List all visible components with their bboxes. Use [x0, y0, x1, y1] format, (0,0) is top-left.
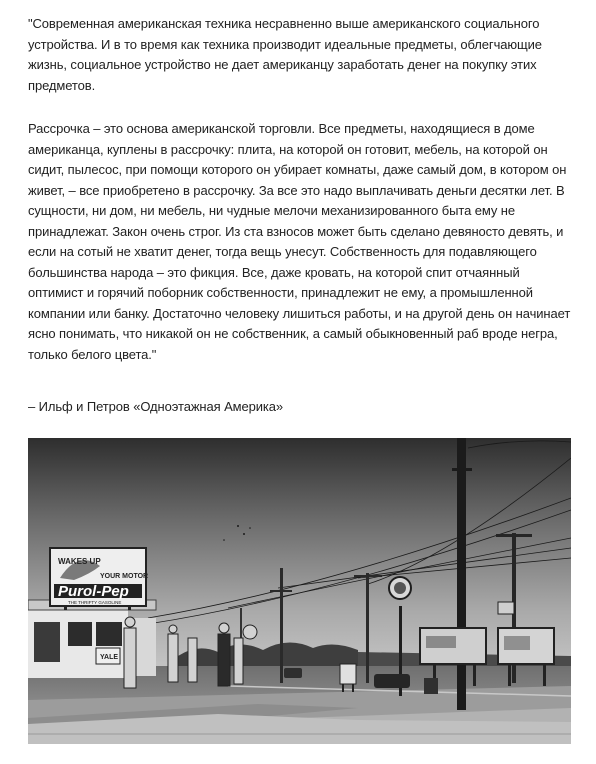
billboard-brand-text: Purol-Pep: [58, 583, 129, 600]
photo-image: [28, 438, 571, 744]
quote-intro-paragraph: "Современная американская техника несравненно выше американского социального устройства. И в то время как техника производит идеальные предметы, облегчающие жизнь, социальное устройство не дает американцу заработать денег на покупку этих предметов.: [28, 16, 542, 93]
quote-body-paragraph: Рассрочка – это основа американской торговли. Все предметы, находящиеся в доме американца, куплены в рассрочку: плита, на которой он готовит, мебель, на которой он сидит, пылесос, при помощи которого он убирает комнаты, даже самый дом, в котором он живет, – все приобретено в рассрочку. За все это надо выплачивать деньги десятки лет. В сущности, ни дом, ни мебель, ни чудные мелочи механизированного быта ему не принадлежат. Закон очень строг. Из ста взносов может быть сделано девяносто девять, и если на сотый не хватит денег, тогда вещь унесут. Собственность для подавляющего большинства народа – это фикция. Все, даже кровать, на которой спит отчаянный оптимист и горячий поборник собственности, принадлежит не ему, а промышленной компании или банку. Достаточно человеку лишиться работы, и на другой день он начинает ясно понимать, что никакой он не собственник, а самый обыкновенный раб вроде негра, только белого цвета.": [28, 121, 571, 362]
gas-station-photo[interactable]: [28, 438, 571, 744]
billboard-top-text: WAKES UP: [58, 557, 101, 566]
attribution: – Ильф и Петров «Одноэтажная Америка»: [28, 399, 284, 414]
billboard-tagline-text: THE THRIFTY GASOLINE: [68, 600, 122, 605]
billboard-right-text: YOUR MOTOR: [100, 573, 149, 580]
station-sign-text: YALE: [100, 654, 119, 661]
